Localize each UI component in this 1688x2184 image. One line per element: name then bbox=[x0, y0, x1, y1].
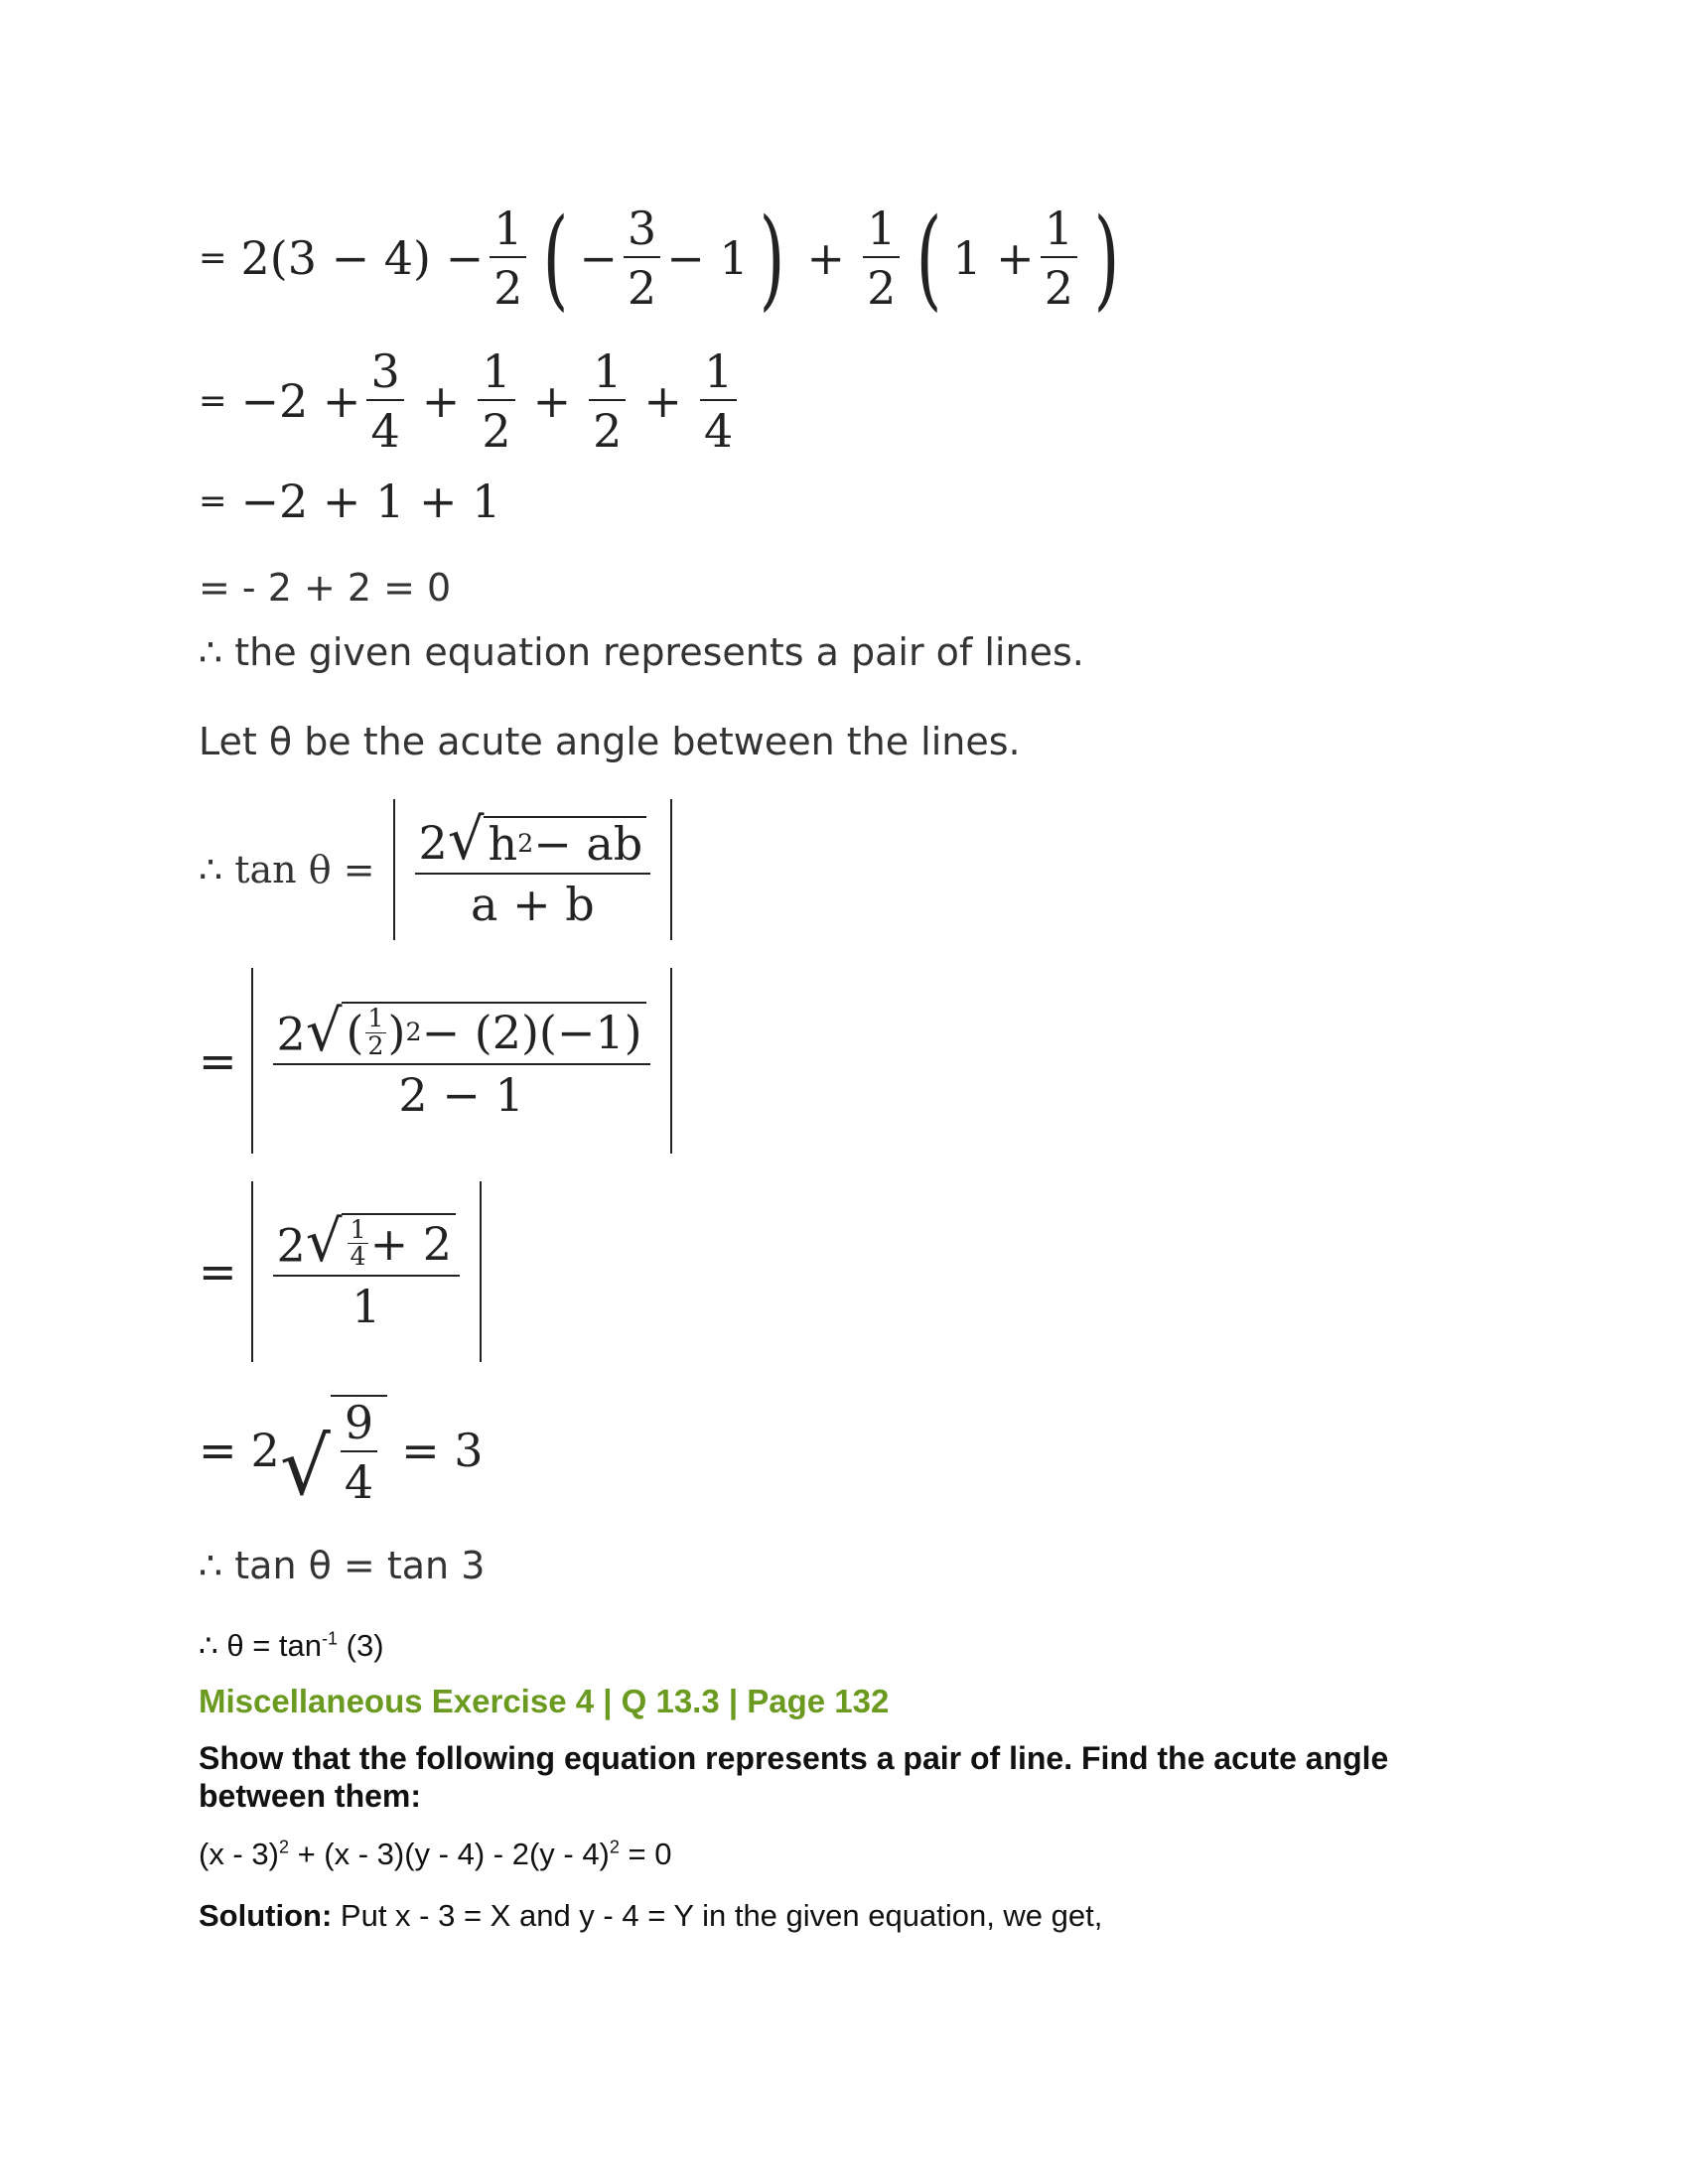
minus-sign: − bbox=[579, 231, 618, 285]
plus-sign: + bbox=[643, 374, 682, 429]
theta-result bbox=[199, 1628, 384, 1664]
equation-term: = 0 bbox=[619, 1837, 672, 1871]
fraction bbox=[1041, 201, 1077, 315]
solution-line bbox=[199, 1898, 1102, 1934]
substitution-1 bbox=[199, 968, 672, 1154]
tan-lhs: ∴ tan θ = bbox=[199, 848, 375, 891]
fraction bbox=[589, 344, 626, 459]
step-2-line bbox=[199, 344, 743, 459]
equals-sign: = bbox=[199, 1424, 237, 1478]
radicand bbox=[342, 1213, 456, 1271]
numerator: 1 bbox=[1041, 205, 1077, 258]
absolute-value bbox=[393, 799, 673, 940]
equation-term: (x - 3) bbox=[199, 1837, 279, 1871]
numerator: 1 bbox=[863, 205, 900, 258]
step-3-line bbox=[199, 475, 500, 528]
let-theta-text: Let θ be the acute angle between the lines. bbox=[199, 720, 1021, 763]
numerator: 1 bbox=[589, 347, 626, 401]
denominator: 2 bbox=[593, 404, 623, 459]
equals-sign: = bbox=[199, 1245, 237, 1298]
exponent: 2 bbox=[405, 1018, 422, 1047]
radical-sign: √ bbox=[305, 1208, 343, 1276]
equation-term: + (x - 3)(y - 4) - 2(y - 4) bbox=[288, 1837, 610, 1871]
conclusion-text: ∴ the given equation represents a pair of lines. bbox=[199, 630, 1084, 674]
denominator: 4 bbox=[370, 404, 400, 459]
numerator: 1 bbox=[478, 347, 514, 401]
plus-sign: + bbox=[806, 231, 846, 285]
term: − ab bbox=[533, 817, 643, 872]
denominator: 1 bbox=[352, 1279, 381, 1333]
radical-sign: √ bbox=[305, 997, 343, 1064]
exponent: 2 bbox=[278, 1837, 289, 1857]
term: + 2 bbox=[369, 1216, 453, 1271]
numerator bbox=[273, 997, 650, 1065]
fraction bbox=[624, 201, 660, 315]
expression: −2 + 1 + 1 bbox=[240, 475, 501, 528]
numerator: 1 bbox=[700, 347, 737, 401]
equals-sign: = bbox=[199, 481, 227, 521]
term: 2(3 − 4) − bbox=[240, 231, 485, 285]
coefficient: 2 bbox=[250, 1424, 280, 1478]
denominator: 4 bbox=[350, 1242, 366, 1272]
equals-sign: = bbox=[199, 238, 227, 278]
denominator: a + b bbox=[471, 877, 595, 931]
radicand bbox=[331, 1395, 387, 1510]
fraction bbox=[478, 344, 514, 459]
right-paren: ) bbox=[759, 195, 784, 322]
square-root bbox=[447, 806, 646, 874]
left-paren: ( bbox=[543, 195, 569, 322]
denominator: 2 bbox=[867, 261, 897, 315]
equals-sign: = bbox=[199, 1033, 237, 1088]
fraction bbox=[415, 806, 651, 931]
tan-equation: ∴ tan θ = tan 3 bbox=[199, 1544, 486, 1587]
numerator: 9 bbox=[341, 1399, 377, 1452]
step-4-line: = - 2 + 2 = 0 bbox=[199, 566, 452, 610]
tan-formula bbox=[199, 799, 672, 940]
radicand bbox=[342, 1002, 645, 1059]
term: − 1 bbox=[666, 231, 749, 285]
equals-sign: = bbox=[199, 381, 227, 422]
question-text: Show that the following equation represents a pair of line. Find the acute angle between them: bbox=[199, 1740, 1389, 1815]
radicand bbox=[484, 816, 646, 872]
substitution-2 bbox=[199, 1181, 482, 1362]
fraction bbox=[700, 344, 737, 459]
denominator: 2 − 1 bbox=[398, 1068, 524, 1123]
right-paren: ) bbox=[387, 1006, 406, 1060]
fraction bbox=[273, 1208, 460, 1333]
coefficient: 2 bbox=[276, 1218, 306, 1273]
fraction bbox=[341, 1396, 377, 1510]
term: − (2)(−1) bbox=[421, 1006, 642, 1060]
square-root bbox=[305, 1208, 456, 1276]
absolute-value bbox=[251, 968, 672, 1154]
square-root bbox=[279, 1395, 387, 1513]
numerator: 1 bbox=[490, 205, 526, 258]
denominator: 2 bbox=[493, 261, 523, 315]
numerator: 3 bbox=[366, 347, 403, 401]
plus-sign: + bbox=[421, 374, 461, 429]
substitution-3 bbox=[199, 1395, 484, 1513]
fraction bbox=[365, 1006, 385, 1059]
exercise-reference: Miscellaneous Exercise 4 | Q 13.3 | Page 132 bbox=[199, 1683, 890, 1719]
numerator bbox=[415, 806, 651, 875]
given-equation bbox=[199, 1837, 671, 1872]
step-1-line bbox=[199, 195, 1130, 322]
term: 1 + bbox=[952, 231, 1035, 285]
square-root bbox=[305, 997, 646, 1064]
fraction bbox=[366, 344, 403, 459]
absolute-value bbox=[251, 1181, 482, 1362]
left-paren: ( bbox=[915, 195, 942, 322]
fraction bbox=[490, 201, 526, 315]
radical-sign: √ bbox=[447, 806, 485, 874]
fraction bbox=[273, 997, 650, 1123]
denominator: 4 bbox=[344, 1455, 374, 1510]
denominator: 4 bbox=[703, 404, 734, 459]
denominator: 2 bbox=[1044, 261, 1074, 315]
coefficient: 2 bbox=[276, 1007, 306, 1061]
theta-text: ∴ θ = tan bbox=[199, 1628, 322, 1663]
plus-sign: + bbox=[532, 374, 572, 429]
fraction bbox=[348, 1214, 367, 1272]
left-paren: ( bbox=[346, 1006, 364, 1060]
numerator: 3 bbox=[624, 205, 660, 258]
inverse-exponent: -1 bbox=[322, 1628, 339, 1649]
numerator: 1 bbox=[350, 1214, 366, 1244]
solution-label: Solution: bbox=[199, 1898, 333, 1933]
fraction bbox=[863, 201, 900, 315]
solution-text: Put x - 3 = X and y - 4 = Y in the given equation, we get, bbox=[332, 1898, 1103, 1933]
result: = 3 bbox=[401, 1424, 484, 1478]
variable-h: h bbox=[488, 817, 518, 872]
right-paren: ) bbox=[1093, 195, 1120, 322]
denominator: 2 bbox=[367, 1030, 384, 1060]
coefficient: 2 bbox=[418, 816, 448, 871]
numerator bbox=[273, 1208, 460, 1277]
theta-argument: (3) bbox=[338, 1628, 384, 1663]
radical-sign: √ bbox=[279, 1420, 331, 1513]
exponent: 2 bbox=[609, 1837, 620, 1857]
exponent: 2 bbox=[517, 829, 534, 859]
denominator: 2 bbox=[482, 404, 511, 459]
numerator: 1 bbox=[367, 1004, 384, 1033]
denominator: 2 bbox=[627, 261, 657, 315]
term: −2 + bbox=[240, 374, 361, 429]
